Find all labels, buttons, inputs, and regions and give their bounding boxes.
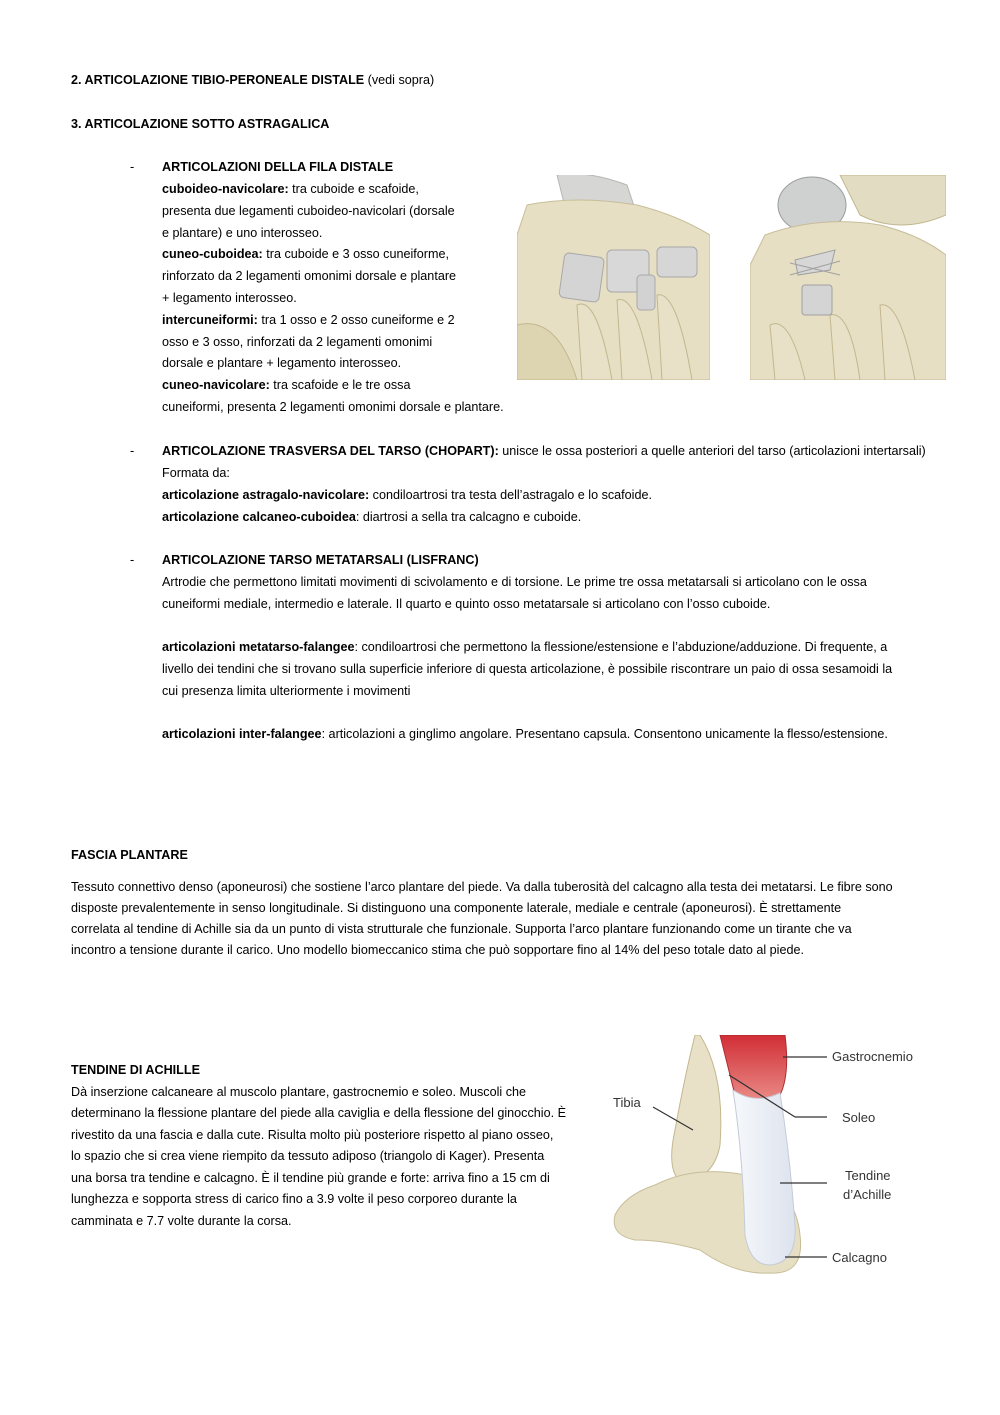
- if-text: : articolazioni a ginglimo angolare. Presentano capsula. Consentono unicamente la flesso/estensione.: [321, 727, 888, 741]
- interfalangee-line: [162, 726, 888, 742]
- bullet-dash: -: [130, 444, 135, 458]
- fila-distale-term: cuboideo-navicolare:: [162, 182, 289, 196]
- fila-distale-term: cuneo-navicolare:: [162, 378, 270, 393]
- fila-distale-text: presenta due legamenti cuboideo-navicolari (dorsale: [162, 203, 455, 218]
- foot-lateral-ligaments-illustration: [750, 175, 946, 380]
- fascia-heading: [71, 847, 188, 863]
- fila-distale-term: intercuneiformi:: [162, 312, 258, 327]
- chopart-heading: [162, 443, 926, 459]
- mtf-line-1: [162, 639, 887, 655]
- chopart-title: ARTICOLAZIONE TRASVERSA DEL TARSO (CHOPART):: [162, 444, 499, 458]
- chopart-line: [162, 465, 230, 481]
- fila-distale-line: [162, 225, 322, 241]
- section-3-heading: [71, 116, 329, 132]
- fila-distale-text: e plantare) e uno interosseo.: [162, 225, 323, 240]
- lisfranc-heading: [162, 552, 479, 568]
- chopart-term: articolazione astragalo-navicolare:: [162, 488, 370, 502]
- fila-distale-line: [162, 268, 456, 284]
- fila-distale-text: cuneiformi, presenta 2 legamenti omonimi dorsale e plantare.: [162, 400, 504, 414]
- fila-distale-line: [162, 355, 401, 371]
- fila-distale-title: ARTICOLAZIONI DELLA FILA DISTALE: [162, 160, 394, 174]
- label-calcagno: Calcagno: [832, 1250, 887, 1265]
- fila-distale-line: [162, 399, 504, 415]
- achille-line-5: una borsa tra tendine e calcagno. È il tendine più grande e forte: arriva fino a 15 cm di: [71, 1171, 550, 1185]
- chopart-line: [162, 509, 581, 525]
- fascia-line-4: incontro a tensione durante il carico. Uno modello biomeccanico stima che può sopportare fino al 14% del peso totale dato al piede.: [71, 943, 804, 957]
- achille-heading: [71, 1062, 200, 1078]
- fascia-line-2: disposte prevalentemente in senso longitudinale. Si distinguono una componente laterale, mediale e centrale (aponeurosi). È strettamente: [71, 901, 842, 915]
- achille-line-6: lunghezza e sopporta stress di carico fino a 3.9 volte il peso corporeo durante la: [71, 1192, 517, 1206]
- bullet-dash: -: [130, 160, 135, 174]
- fascia-line-3: correlata al tendine di Achille sia da un punto di vista strutturale che funzionale. Supporta l’arco plantare funzionando come un tirante che va: [71, 922, 852, 936]
- chopart-title-rest: unisce le ossa posteriori a quelle anteriori del tarso (articolazioni intertarsali): [498, 444, 926, 458]
- fila-distale-heading: [162, 159, 393, 175]
- achille-line-3: rivestito da una fascia e dalla cute. Risulta molto più posteriore rispetto al piano osseo,: [71, 1128, 554, 1142]
- lisfranc-line-2: cuneiformi mediale, intermedio e laterale. Il quarto e quinto osso metatarsale si articolano con l’osso cuboide.: [162, 597, 771, 611]
- chopart-line: [162, 487, 652, 503]
- fila-distale-text: + legamento interosseo.: [162, 291, 297, 305]
- mtf-line-3: cui presenza limita ulteriormente i movimenti: [162, 684, 411, 698]
- mtf-term: articolazioni metatarso-falangee: [162, 640, 355, 654]
- fila-distale-text: dorsale e plantare + legamento interosseo.: [162, 356, 402, 371]
- fila-distale-text: tra cuboide e scafoide,: [288, 182, 419, 196]
- foot-dorsal-ligaments-illustration: [517, 175, 710, 380]
- fila-distale-line: [162, 312, 455, 328]
- fila-distale-line: [162, 377, 410, 393]
- fila-distale-text: tra 1 osso e 2 osso cuneiforme e 2: [257, 312, 455, 327]
- section-2-title: 2. ARTICOLAZIONE TIBIO-PERONEALE DISTALE: [71, 73, 365, 87]
- fila-distale-text: tra cuboide e 3 osso cuneiforme,: [262, 247, 449, 262]
- fila-distale-term: cuneo-cuboidea:: [162, 247, 263, 262]
- label-tendine-2: d’Achille: [843, 1187, 892, 1202]
- fascia-title: FASCIA PLANTARE: [71, 848, 188, 862]
- section-3-title: 3. ARTICOLAZIONE SOTTO ASTRAGALICA: [71, 117, 330, 131]
- label-tibia: Tibia: [613, 1095, 641, 1110]
- label-tendine-1: Tendine: [845, 1168, 891, 1183]
- fila-distale-line: [162, 203, 455, 219]
- label-gastrocnemio: Gastrocnemio: [832, 1049, 913, 1064]
- bullet-dash: -: [130, 553, 135, 567]
- achille-title: TENDINE DI ACHILLE: [71, 1063, 200, 1077]
- fila-distale-text: tra scafoide e le tre ossa: [269, 378, 411, 393]
- label-soleo: Soleo: [842, 1110, 876, 1125]
- chopart-term: articolazione calcaneo-cuboidea: [162, 510, 356, 524]
- mtf-text-1: : condiloartrosi che permettono la flessione/estensione e l’abduzione/adduzione. Di frequente, a: [354, 640, 888, 654]
- fila-distale-line: [162, 334, 432, 350]
- fascia-line-1: Tessuto connettivo denso (aponeurosi) che sostiene l’arco plantare del piede. Va dalla tuberosità del calcagno alla testa dei metatarsi. Le fibre sono: [71, 880, 893, 894]
- fila-distale-line: [162, 181, 419, 197]
- fila-distale-text: osso e 3 osso, rinforzati da 2 legamenti omonimi: [162, 334, 433, 349]
- fila-distale-line: [162, 246, 449, 262]
- achille-line-2: determinano la flessione plantare del piede alla caviglia e della flessione del ginocchio. È: [71, 1106, 566, 1120]
- chopart-text: condiloartrosi tra testa dell’astragalo e lo scafoide.: [369, 488, 652, 502]
- mtf-line-2: livello dei tendini che si trovano sulla superficie inferiore di questa articolazione, è possibile riscontrare un paio di ossa sesamoidi la: [162, 662, 893, 676]
- lisfranc-title: ARTICOLAZIONE TARSO METATARSALI (LISFRANC): [162, 553, 479, 567]
- achille-line-7: camminata e 7.7 volte durante la corsa.: [71, 1214, 292, 1228]
- fila-distale-line: [162, 290, 297, 306]
- chopart-text: : diartrosi a sella tra calcagno e cuboide.: [355, 510, 582, 524]
- if-term: articolazioni inter-falangee: [162, 727, 322, 741]
- chopart-text: Formata da:: [162, 466, 230, 480]
- section-2-note: (vedi sopra): [367, 73, 435, 87]
- section-2-heading: [71, 72, 434, 88]
- fila-distale-text: rinforzato da 2 legamenti omonimi dorsale e plantare: [162, 269, 457, 284]
- achille-line-1: Dà inserzione calcaneare al muscolo plantare, gastrocnemio e soleo. Muscoli che: [71, 1085, 527, 1099]
- achilles-tendon-illustration: [605, 1035, 935, 1280]
- lisfranc-line-1: Artrodie che permettono limitati movimenti di scivolamento e di torsione. Le prime tre ossa metatarsali si articolano con le ossa: [162, 575, 867, 589]
- achille-line-4: lo spazio che si crea viene riempito da tessuto adiposo (triangolo di Kager). Presenta: [71, 1149, 545, 1163]
